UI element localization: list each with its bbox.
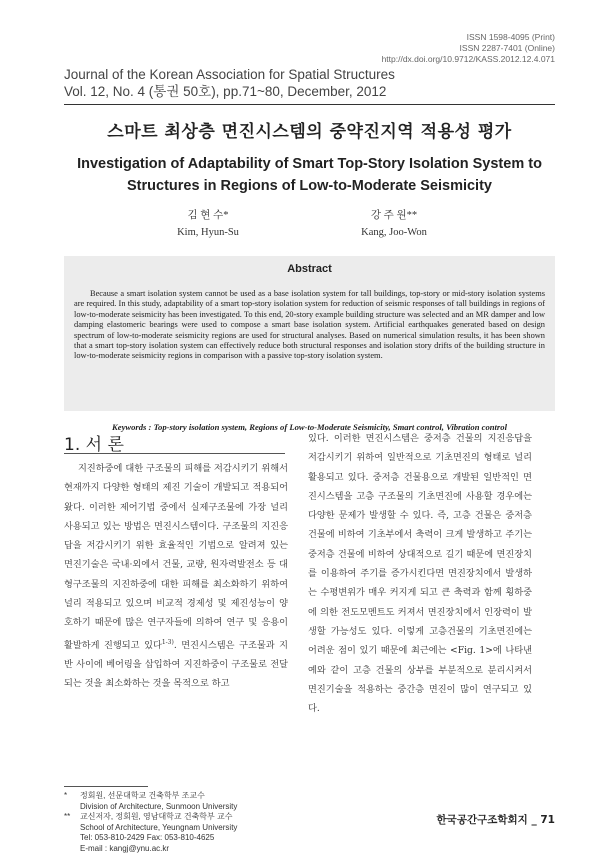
- footnote-mark: *: [64, 791, 68, 800]
- body-column-left: [64, 459, 288, 694]
- citation-ref[interactable]: 1-3): [161, 638, 174, 646]
- footnote-2-line2: School of Architecture, Yeungnam University: [80, 822, 238, 832]
- footnote-2-text: 교신저자, 정회원, 영남대학교 건축학부 교수: [80, 812, 233, 822]
- abstract-heading: Abstract: [287, 263, 332, 275]
- issn-block: [382, 32, 555, 65]
- journal-name: Journal of the Korean Association for Spatial Structures: [64, 67, 395, 82]
- page-footer: 한국공간구조학회지 _ 71: [436, 814, 555, 826]
- footnote-1-text: 정회원, 선문대학교 건축학부 조교수: [80, 791, 205, 800]
- volume-info: Vol. 12, No. 4 (통권 50호), pp.71~80, December, 2012: [64, 84, 387, 99]
- author-1: [118, 207, 298, 241]
- footnote-mark: **: [64, 812, 71, 822]
- section-rule: [64, 453, 285, 454]
- footnote-rule: [64, 786, 148, 787]
- section-heading-introduction: 1. 서 론: [64, 435, 124, 455]
- footnote-contact-phone: Tel: 053-810-2429 Fax: 053-810-4625: [80, 833, 215, 843]
- issn-print: ISSN 1598-4095 (Print): [466, 32, 555, 42]
- footnote-contact-email[interactable]: E-mail : kangj@ynu.ac.kr: [80, 843, 170, 853]
- footnote-1-line1: [64, 791, 237, 802]
- body-column-right: [308, 429, 532, 718]
- keywords: Keywords : Top-story isolation system, Regions of Low-to-Moderate Seismicity, Smart control, Vibration control: [112, 422, 507, 432]
- title-english-line1: Investigation of Adaptability of Smart Top-Story Isolation System to: [77, 156, 542, 172]
- title-english: [64, 153, 555, 197]
- footnotes: [64, 791, 237, 855]
- intro-paragraph-part2: . 면진시스템은 구조물과 지반 사이에 베어링을 삽입하여 지진하중이 구조물로 전달되는 것을 최소화하는 것을 목적으로 하고: [64, 639, 288, 690]
- intro-paragraph-continued: 있다. 이러한 면진시스템은 중저층 건물의 지진응답을 저감시키기 위하여 일반적으로 기초면진의 형태로 널리 활용되고 있다. 중저층 건물용으로 개발된 일반적인 면진시스템을 고층 구조물의 기초면진에 사용할 경우에는 다양한 문제가 발생할 수 있다. 즉, 고층 건물은 중저층 건물에 비하여 기초부에서 축력이 크게 발생하고 주기는 중저층 건물에 비하여 상대적으로 길기 때문에 면진장치를 이용하여 주기를 증가시킨다면 면진장치에서 발생하는 수평변위가 매우 커지게 되고 큰 축력과 함께 횡하중에 의한 전도모멘트도 커져서 면진장치에서 인장력이 발생할 가능성도 있다. 이렇게 고층건물의 기초면진에는 어려운 점이 있기 때문에 최근에는 <Fig. 1>에 나타낸 예와 같이 고층 건물의 상부를 부분적으로 분리시켜서 면진기술을 적용하는 중간층 면진이 많이 연구되고 있다.: [308, 433, 532, 715]
- author-2-english: Kang, Joo-Won: [361, 227, 427, 238]
- author-2: [304, 207, 484, 241]
- author-1-korean: 김 현 수*: [187, 210, 229, 221]
- title-english-line2: Structures in Regions of Low-to-Moderate Seismicity: [127, 178, 492, 194]
- issn-online: ISSN 2287-7401 (Online): [459, 43, 555, 53]
- footnote-2-line1: [64, 812, 237, 823]
- abstract-text: Because a smart isolation system cannot be used as a base isolation system for tall buildings, top-story or mid-story isolation systems are required. In this study, adaptability of a smart top-story isolation system for reduction of seismic responses of tall buildings in regions of low-to-moderate seismicity has been investigated. To this end, 20-story example building structure was selected and an MR damper and low damping elastomeric bearings were used to compose a smart base isolation system. Artificial earthquakes generated based on design spectrum of low-to-moderate seismicity regions are used for structural analyses. Based on numerical simulation results, it has been shown that a smart top-story isolation system can effectively reduce both structural responses and isolation story drifts of the building structure in low-to-moderate seismicity regions in comparison with a passive top-story isolation system.: [74, 289, 545, 361]
- journal-header: [64, 66, 395, 100]
- footnote-1-line2: Division of Architecture, Sunmoon University: [80, 801, 238, 811]
- title-korean: 스마트 최상층 면진시스템의 중약진지역 적용성 평가: [107, 122, 512, 142]
- author-1-english: Kim, Hyun-Su: [177, 227, 239, 238]
- doi-link[interactable]: http://dx.doi.org/10.9712/KASS.2012.12.4.071: [381, 54, 555, 64]
- author-2-korean: 강 주 원**: [370, 210, 418, 221]
- header-rule: [64, 104, 555, 105]
- intro-paragraph-part1: 지진하중에 대한 구조물의 피해를 저감시키기 위해서 현재까지 다양한 형태의 제진 기술이 개발되고 적용되어 왔다. 이러한 제어기법 중에서 실제구조물에 가장 널리 사용되고 있는 방법은 면진시스템이다. 구조물의 지진응답을 저감시키기 위한 효율적인 기법으로 알려져 있는 면진기술은 국내·외에서 건물, 교량, 원자력발전소 등 대형구조물의 지진하중에 대한 피해를 최소화하기 위하여 널리 적용되고 있으며 비교적 경제성 및 제진성능이 양호하기 때문에 많은 연구자들에 의하여 연구 및 응용이 활발하게 진행되고 있다: [64, 463, 288, 651]
